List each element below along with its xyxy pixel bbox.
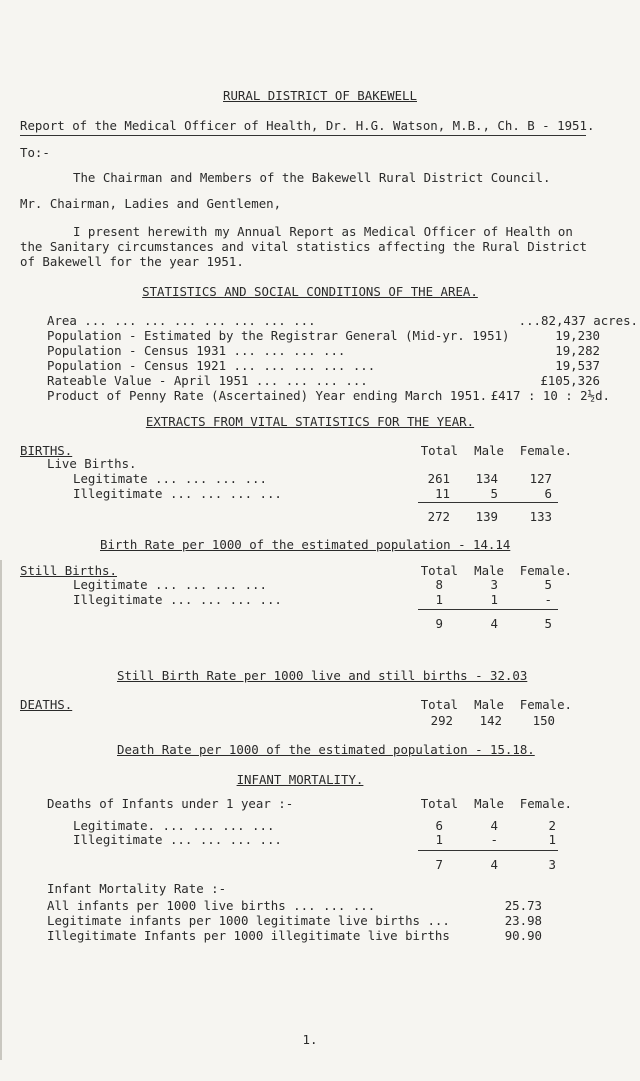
col-male-header: Male — [474, 697, 504, 712]
stats-row-value: 19,230 — [555, 328, 600, 343]
table-row-label: Illegitimate ... ... ... ... — [73, 592, 282, 607]
stats-row-label: Population - Census 1931 ... ... ... ... — [47, 343, 346, 358]
stats-row-value: 19,537 — [555, 358, 600, 373]
table-cell: 6 — [435, 818, 443, 833]
table-total-cell: 7 — [435, 857, 443, 872]
report-line: Report of the Medical Officer of Health, Dr. H.G. Watson, M.B., Ch. B - 1951. — [20, 118, 595, 133]
infant-rate-label: Illegitimate Infants per 1000 illegitimate live births — [47, 928, 450, 943]
stats-row-value: 19,282 — [555, 343, 600, 358]
table-cell: 134 — [475, 471, 498, 486]
stats-row-value: £417 : 10 : 2½d. — [490, 388, 610, 403]
infant-rate-value: 23.98 — [504, 913, 542, 928]
table-total-cell: 4 — [490, 616, 498, 631]
page-number: 1. — [302, 1032, 318, 1047]
infant-deaths-label: Deaths of Infants under 1 year :- — [47, 796, 294, 811]
page-edge-shadow — [0, 560, 2, 1060]
col-female-header: Female. — [519, 697, 572, 712]
col-total-header: Total — [420, 796, 458, 811]
infant-rate-value: 25.73 — [504, 898, 542, 913]
extracts-heading: EXTRACTS FROM VITAL STATISTICS FOR THE YEAR. — [145, 414, 475, 429]
intro-line-1: I present herewith my Annual Report as Medical Officer of Health on — [73, 224, 573, 239]
stats-row-value: ...82,437 acres. — [518, 313, 638, 328]
infant-total-rule — [418, 850, 558, 851]
table-cell: 5 — [490, 486, 498, 501]
deaths-label: DEATHS. — [20, 697, 73, 712]
col-female-header: Female. — [519, 443, 572, 458]
infant-mortality-heading: INFANT MORTALITY. — [236, 772, 364, 787]
col-total-header: Total — [420, 563, 458, 578]
col-male-header: Male — [474, 796, 504, 811]
table-cell: 142 — [479, 713, 502, 728]
table-cell: 292 — [430, 713, 453, 728]
table-cell: 1 — [435, 832, 443, 847]
table-cell: 150 — [532, 713, 555, 728]
stats-heading: STATISTICS AND SOCIAL CONDITIONS OF THE AREA. — [142, 284, 478, 299]
table-cell: 6 — [544, 486, 552, 501]
still-total-rule — [418, 609, 558, 610]
table-cell: 1 — [490, 592, 498, 607]
salutation: Mr. Chairman, Ladies and Gentlemen, — [20, 196, 282, 211]
table-total-cell: 4 — [490, 857, 498, 872]
table-cell: - — [544, 592, 552, 607]
infant-rate-heading: Infant Mortality Rate :- — [47, 881, 227, 896]
table-cell: - — [490, 832, 498, 847]
infant-rate-label: All infants per 1000 live births ... ... ... — [47, 898, 376, 913]
table-cell: 11 — [435, 486, 450, 501]
table-total-cell: 3 — [548, 857, 556, 872]
table-cell: 1 — [435, 592, 443, 607]
table-cell: 8 — [435, 577, 443, 592]
stats-row-label: Rateable Value - April 1951 ... ... ... ... — [47, 373, 368, 388]
to-label: To:- — [20, 145, 50, 160]
table-row-label: Legitimate ... ... ... ... — [73, 577, 267, 592]
stats-row-label: Area ... ... ... ... ... ... ... ... — [47, 313, 316, 328]
col-female-header: Female. — [519, 563, 572, 578]
table-cell: 4 — [490, 818, 498, 833]
table-cell: 2 — [548, 818, 556, 833]
intro-line-3: of Bakewell for the year 1951. — [20, 254, 244, 269]
addressee: The Chairman and Members of the Bakewell Rural District Council. — [73, 170, 551, 185]
births-total-rule — [418, 502, 558, 503]
still-birth-rate: Still Birth Rate per 1000 live and still births - 32.03 — [117, 668, 528, 683]
table-cell: 5 — [544, 577, 552, 592]
table-row-label: Legitimate. ... ... ... ... — [73, 818, 275, 833]
intro-line-2: the Sanitary circumstances and vital statistics affecting the Rural District — [20, 239, 587, 254]
col-total-header: Total — [420, 697, 458, 712]
table-total-cell: 139 — [475, 509, 498, 524]
infant-rate-value: 90.90 — [504, 928, 542, 943]
table-cell: 261 — [427, 471, 450, 486]
table-total-cell: 272 — [427, 509, 450, 524]
table-row-label: Legitimate ... ... ... ... — [73, 471, 267, 486]
birth-rate: Birth Rate per 1000 of the estimated population - 14.14 — [100, 537, 511, 552]
table-total-cell: 9 — [435, 616, 443, 631]
births-label: BIRTHS. — [20, 443, 73, 458]
table-cell: 3 — [490, 577, 498, 592]
infant-rate-label: Legitimate infants per 1000 legitimate live births ... — [47, 913, 450, 928]
table-total-cell: 5 — [544, 616, 552, 631]
still-births-label: Still Births. — [20, 563, 117, 578]
col-male-header: Male — [474, 443, 504, 458]
table-row-label: Illegitimate ... ... ... ... — [73, 486, 282, 501]
live-births-label: Live Births. — [47, 456, 137, 471]
col-total-header: Total — [420, 443, 458, 458]
header-rule — [20, 135, 586, 136]
table-cell: 1 — [548, 832, 556, 847]
col-male-header: Male — [474, 563, 504, 578]
table-cell: 127 — [529, 471, 552, 486]
table-total-cell: 133 — [529, 509, 552, 524]
death-rate: Death Rate per 1000 of the estimated population - 15.18. — [117, 742, 535, 757]
stats-row-label: Product of Penny Rate (Ascertained) Year ending March 1951. — [47, 388, 488, 403]
col-female-header: Female. — [519, 796, 572, 811]
table-row-label: Illegitimate ... ... ... ... — [73, 832, 282, 847]
stats-row-value: £105,326 — [540, 373, 600, 388]
stats-row-label: Population - Census 1921 ... ... ... ... ... — [47, 358, 376, 373]
document-title: RURAL DISTRICT OF BAKEWELL — [223, 88, 417, 103]
stats-row-label: Population - Estimated by the Registrar General (Mid-yr. 1951) — [47, 328, 510, 343]
